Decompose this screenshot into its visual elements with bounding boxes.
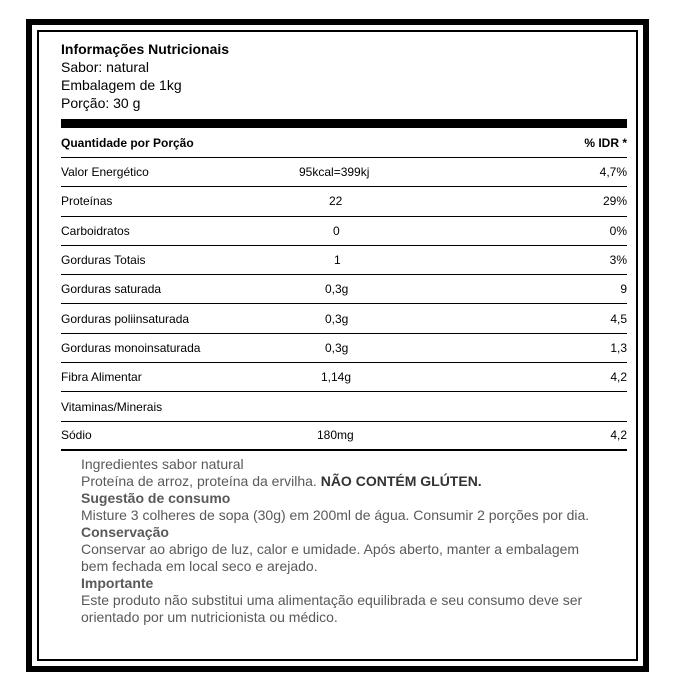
row-qty: 0,3g [325, 311, 349, 326]
row-qty: 0,3g [325, 282, 349, 297]
label-outer-border [26, 19, 649, 672]
ingredients-text: Proteína de arroz, proteína da ervilha. [81, 472, 317, 489]
important-text: Este produto não substitui uma alimentação equilibrada e seu consumo deve ser orientado por um nutricionista ou médico. [81, 591, 583, 625]
notes-section [81, 456, 591, 626]
table-row [61, 217, 627, 246]
table-row [61, 187, 627, 216]
row-qty: 1 [334, 253, 341, 268]
row-name: Gorduras poliinsaturada [61, 311, 190, 326]
row-idr: 0% [609, 223, 627, 238]
row-name: Sódio [61, 428, 92, 443]
table-row [61, 392, 627, 421]
row-qty: 180mg [317, 428, 354, 443]
ingredients-title: Ingredientes sabor natural [81, 455, 244, 472]
column-header-name: Quantidade por Porção [61, 135, 194, 150]
label-title: Informações Nutricionais [61, 41, 230, 57]
row-qty: 0 [333, 223, 340, 238]
row-idr: 4,2 [610, 370, 627, 385]
ingredients-line [81, 473, 591, 490]
usage-text: Misture 3 colheres de sopa (30g) em 200ml de água. Consumir 2 porções por dia. [81, 506, 590, 523]
conservation-text: Conservar ao abrigo de luz, calor e umidade. Após aberto, manter a embalagem bem fechada em local seco e arejado. [81, 540, 580, 574]
row-name: Gorduras monoinsaturada [61, 340, 201, 355]
table-row [61, 275, 627, 304]
label-gap [32, 25, 643, 666]
row-qty: 1,14g [321, 370, 352, 385]
thick-divider [61, 119, 627, 128]
portion-line: Porção: 30 g [61, 95, 141, 111]
row-idr: 4,2 [610, 428, 627, 443]
table-row [61, 246, 627, 275]
row-idr: 4,5 [610, 311, 627, 326]
table-header-row [61, 128, 627, 158]
column-header-idr: % IDR * [584, 135, 627, 150]
row-name: Carboidratos [61, 223, 130, 238]
row-name: Gorduras saturada [61, 282, 162, 297]
conservation-title: Conservação [81, 523, 169, 540]
package-line: Embalagem de 1kg [61, 77, 182, 93]
table-row [61, 334, 627, 363]
row-name: Proteínas [61, 194, 113, 209]
table-row [61, 304, 627, 333]
row-name: Vitaminas/Minerais [61, 399, 163, 414]
row-qty: 0,3g [325, 340, 349, 355]
table-row [61, 158, 627, 187]
nutrition-label [37, 30, 638, 661]
usage-title: Sugestão de consumo [81, 489, 231, 506]
gluten-warning: NÃO CONTÉM GLÚTEN. [320, 472, 482, 489]
flavor-line: Sabor: natural [61, 59, 149, 75]
label-content [61, 40, 627, 626]
row-idr: 9 [620, 282, 627, 297]
important-title: Importante [81, 574, 154, 591]
label-header [61, 40, 627, 112]
row-idr: 4,7% [599, 165, 627, 180]
row-idr: 29% [602, 194, 627, 209]
row-name: Valor Energético [61, 165, 149, 180]
row-name: Fibra Alimentar [61, 370, 142, 385]
row-idr: 1,3 [610, 340, 627, 355]
row-qty: 22 [329, 194, 343, 209]
table-row [61, 363, 627, 392]
table-row [61, 422, 627, 451]
row-qty: 95kcal=399kj [299, 165, 370, 180]
row-name: Gorduras Totais [61, 253, 146, 268]
row-idr: 3% [609, 253, 627, 268]
